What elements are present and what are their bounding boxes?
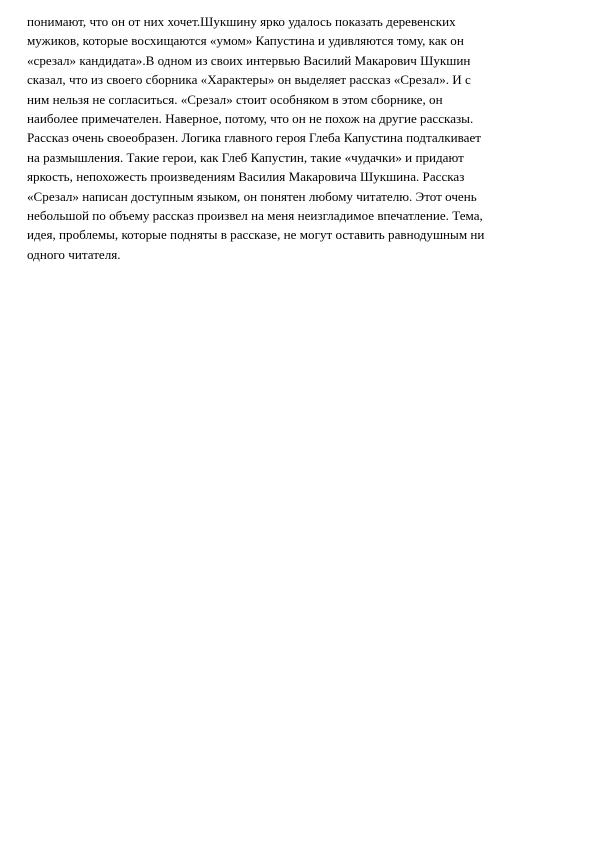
paragraph-line: понимают, что он от них хочет.Шукшину ярко удалось показать деревенских — [27, 14, 456, 29]
paragraph-line: «срезал» кандидата».В одном из своих интервью Василий Макарович Шукшин — [27, 52, 471, 68]
paragraph-line: идея, проблемы, которые подняты в рассказе, не могут оставить равнодушным ни — [27, 227, 485, 243]
paragraph-line: «Срезал» написан доступным языком, он понятен любому читателю. Этот очень — [27, 188, 477, 204]
paragraph-line: Рассказ очень своеобразен. Логика главного героя Глеба Капустина подталкивает — [27, 130, 482, 146]
paragraph-line: яркость, непохожесть произведениям Василия Макаровича Шукшина. Рассказ — [27, 169, 465, 185]
paragraph-line: небольшой по объему рассказ произвел на меня неизгладимое впечатление. Тема, — [27, 208, 483, 224]
paragraph-line: ним нельзя не согласиться. «Срезал» стоит особняком в этом сборнике, он — [27, 91, 443, 107]
paragraph-line: сказал, что из своего сборника «Характеры» он выделяет рассказ «Срезал». И с — [27, 72, 471, 88]
paragraph-line: на размышления. Такие герои, как Глеб Капустин, такие «чудачки» и придают — [27, 149, 464, 165]
essay-paragraph — [27, 12, 579, 264]
paragraph-line: одного читателя. — [27, 246, 121, 262]
paragraph-line: мужиков, которые восхищаются «умом» Капустина и удивляются тому, как он — [27, 33, 464, 49]
paragraph-line: наиболее примечателен. Наверное, потому, что он не похож на другие рассказы. — [27, 111, 474, 127]
